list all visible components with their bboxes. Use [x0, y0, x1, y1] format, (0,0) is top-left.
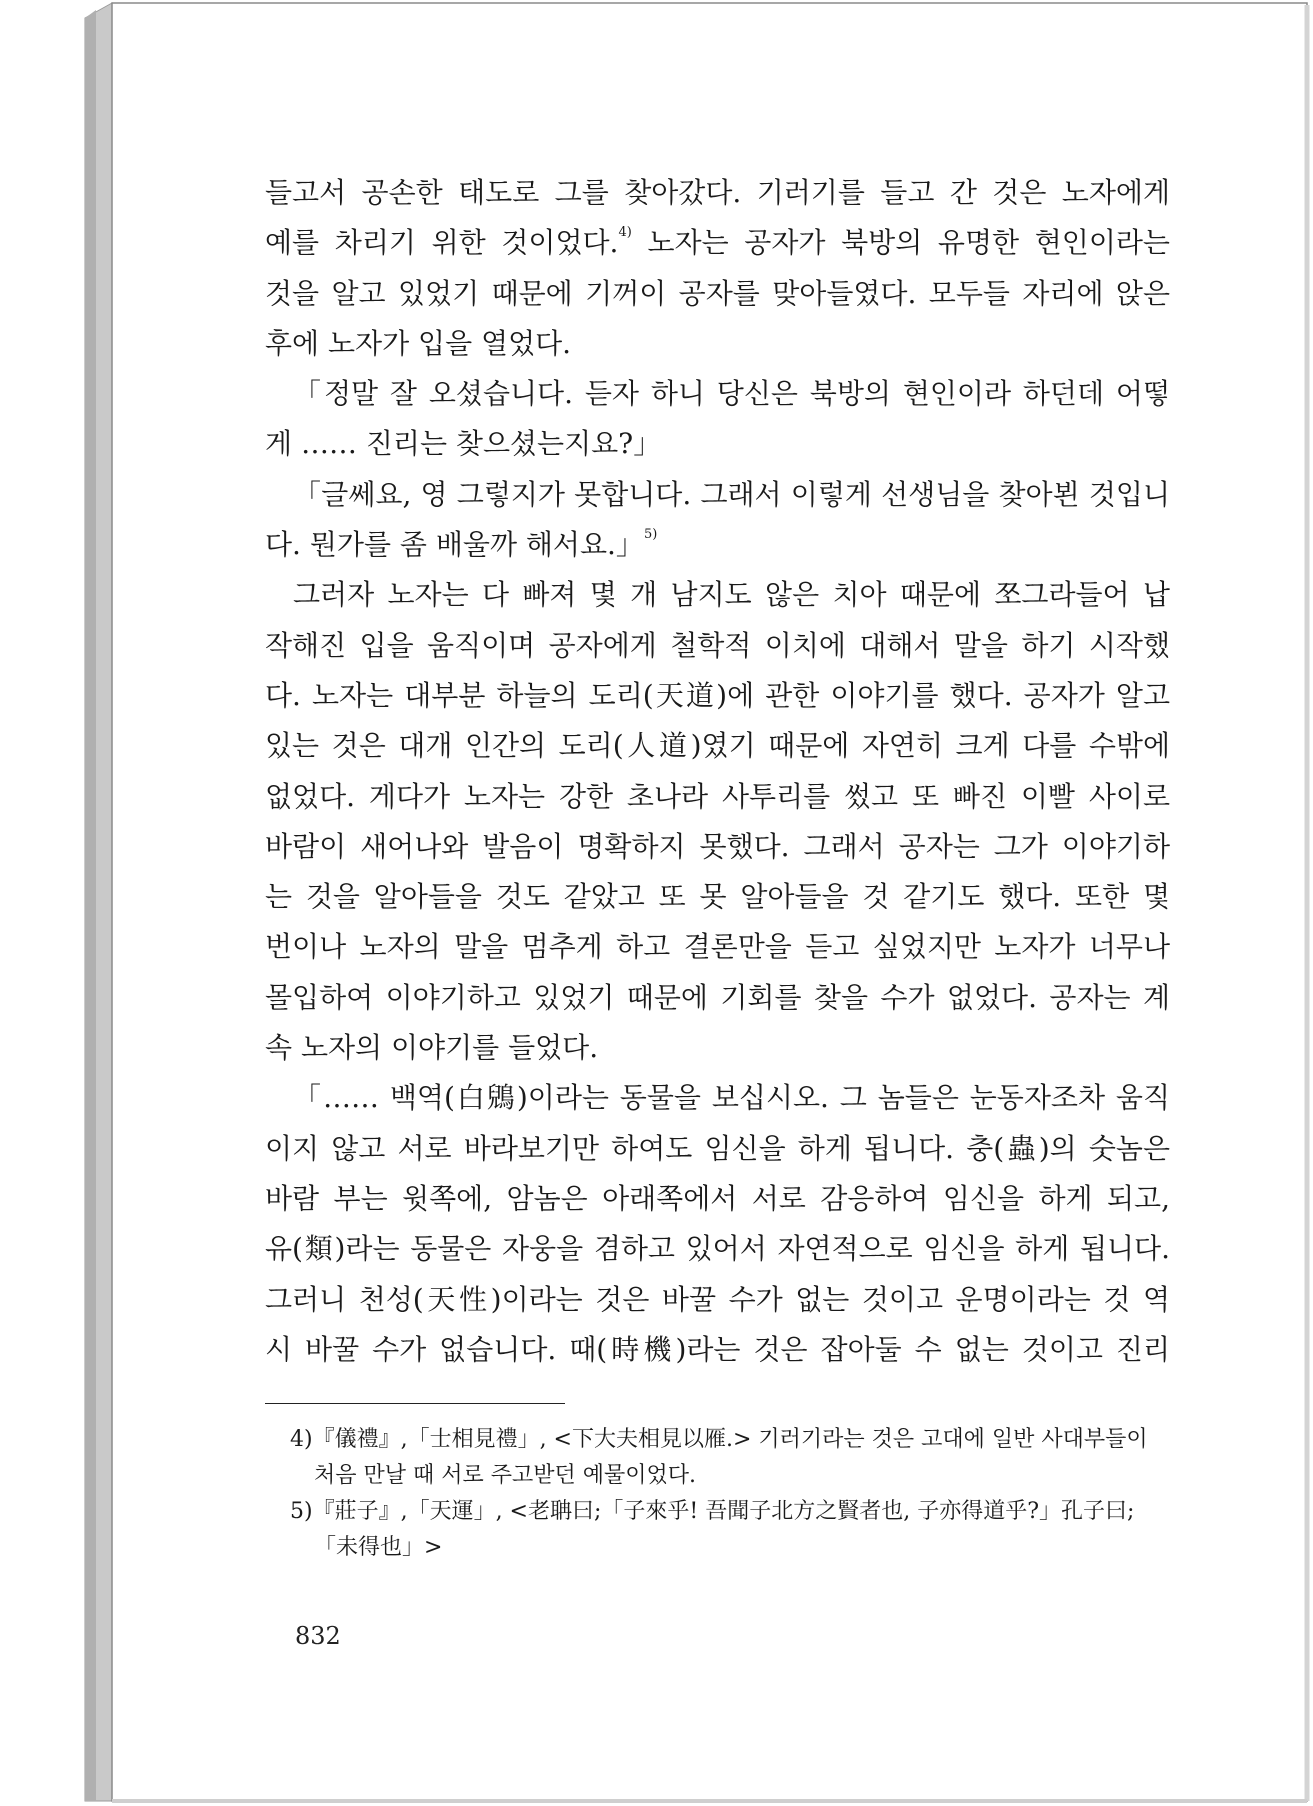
body-line: 이지 않고 서로 바라보기만 하여도 임신을 하게 됩니다. 충(蟲)의 숫놈은 [265, 1131, 1170, 1165]
body-line: 것을 알고 있었기 때문에 기꺼이 공자를 맞아들였다. 모두들 자리에 앉은 [265, 276, 1170, 310]
footnote-5-continued: 「未得也」> [314, 1535, 443, 1560]
body-line: 그러니 천성(天性)이라는 것은 바꿀 수가 없는 것이고 운명이라는 것 역 [265, 1282, 1170, 1316]
body-line: 몰입하여 이야기하고 있었기 때문에 기회를 찾을 수가 없었다. 공자는 계 [265, 980, 1170, 1014]
footnote-5: 5)『莊子』,「天運」, <老聃曰;「子來乎! 吾聞子北方之賢者也, 子亦得道乎?」孔子曰; [290, 1499, 1135, 1524]
body-line: 후에 노자가 입을 열었다. [265, 326, 572, 360]
footnote-4-continued: 처음 만날 때 서로 주고받던 예물이었다. [314, 1463, 696, 1488]
footnote-4: 4)『儀禮』,「士相見禮」, <下大夫相見以雁.> 기러기라는 것은 고대에 일반 사대부들이 [290, 1427, 1148, 1452]
footnote-ref: 4) [618, 225, 632, 241]
body-line: 게 …… 진리는 찾으셨는지요?」 [265, 427, 662, 461]
body-line: 들고서 공손한 태도로 그를 찾아갔다. 기러기를 들고 간 것은 노자에게 [265, 176, 1170, 209]
body-line: 시 바꿀 수가 없습니다. 때(時機)라는 것은 잡아둘 수 없는 것이고 진리 [265, 1332, 1170, 1366]
body-line: 작해진 입을 움직이며 공자에게 철학적 이치에 대해서 말을 하기 시작했 [265, 628, 1170, 662]
body-text [265, 168, 1170, 1375]
body-line [265, 520, 1170, 570]
body-line-text: 다. 뭔가를 좀 배울까 해서요.」 [265, 528, 644, 562]
footnote-divider [265, 1403, 565, 1404]
page-number: 832 [295, 1622, 341, 1650]
body-line-text: 노자는 공자가 북방의 유명한 현인이라는 [631, 226, 1170, 260]
body-line: 는 것을 알아들을 것도 같았고 또 못 알아들을 것 같기도 했다. 또한 몇 [265, 880, 1170, 914]
body-line [265, 218, 1170, 268]
body-line: 속 노자의 이야기를 들었다. [265, 1031, 599, 1065]
body-line: 번이나 노자의 말을 멈추게 하고 결론만을 듣고 싶었지만 노자가 너무나 [265, 930, 1170, 964]
body-line: 없었다. 게다가 노자는 강한 초나라 사투리를 썼고 또 빠진 이빨 사이로 [265, 779, 1170, 813]
body-line: 「…… 백역(白鶂)이라는 동물을 보십시오. 그 놈들은 눈동자조차 움직 [293, 1081, 1170, 1115]
body-line: 있는 것은 대개 인간의 도리(人道)였기 때문에 자연히 크게 다를 수밖에 [265, 729, 1170, 763]
body-line: 「정말 잘 오셨습니다. 듣자 하니 당신은 북방의 현인이라 하던데 어떻 [293, 377, 1170, 411]
body-line: 바람이 새어나와 발음이 명확하지 못했다. 그래서 공자는 그가 이야기하 [265, 829, 1170, 863]
footnote-ref: 5) [643, 527, 658, 543]
body-line: 유(類)라는 동물은 자웅을 겸하고 있어서 자연적으로 임신을 하게 됩니다. [265, 1232, 1170, 1266]
body-line: 바람 부는 윗쪽에, 암놈은 아래쪽에서 서로 감응하여 임신을 하게 되고, [265, 1181, 1170, 1215]
body-line-text: 예를 차리기 위한 것이었다. [265, 226, 619, 260]
body-line: 「글쎄요, 영 그렇지가 못합니다. 그래서 이렇게 선생님을 찾아뵌 것입니 [293, 477, 1170, 511]
footnotes [290, 1422, 1170, 1566]
body-line: 다. 노자는 대부분 하늘의 도리(天道)에 관한 이야기를 했다. 공자가 알고 [265, 678, 1170, 712]
body-line: 그러자 노자는 다 빠져 몇 개 남지도 않은 치아 때문에 쪼그라들어 납 [293, 578, 1170, 612]
